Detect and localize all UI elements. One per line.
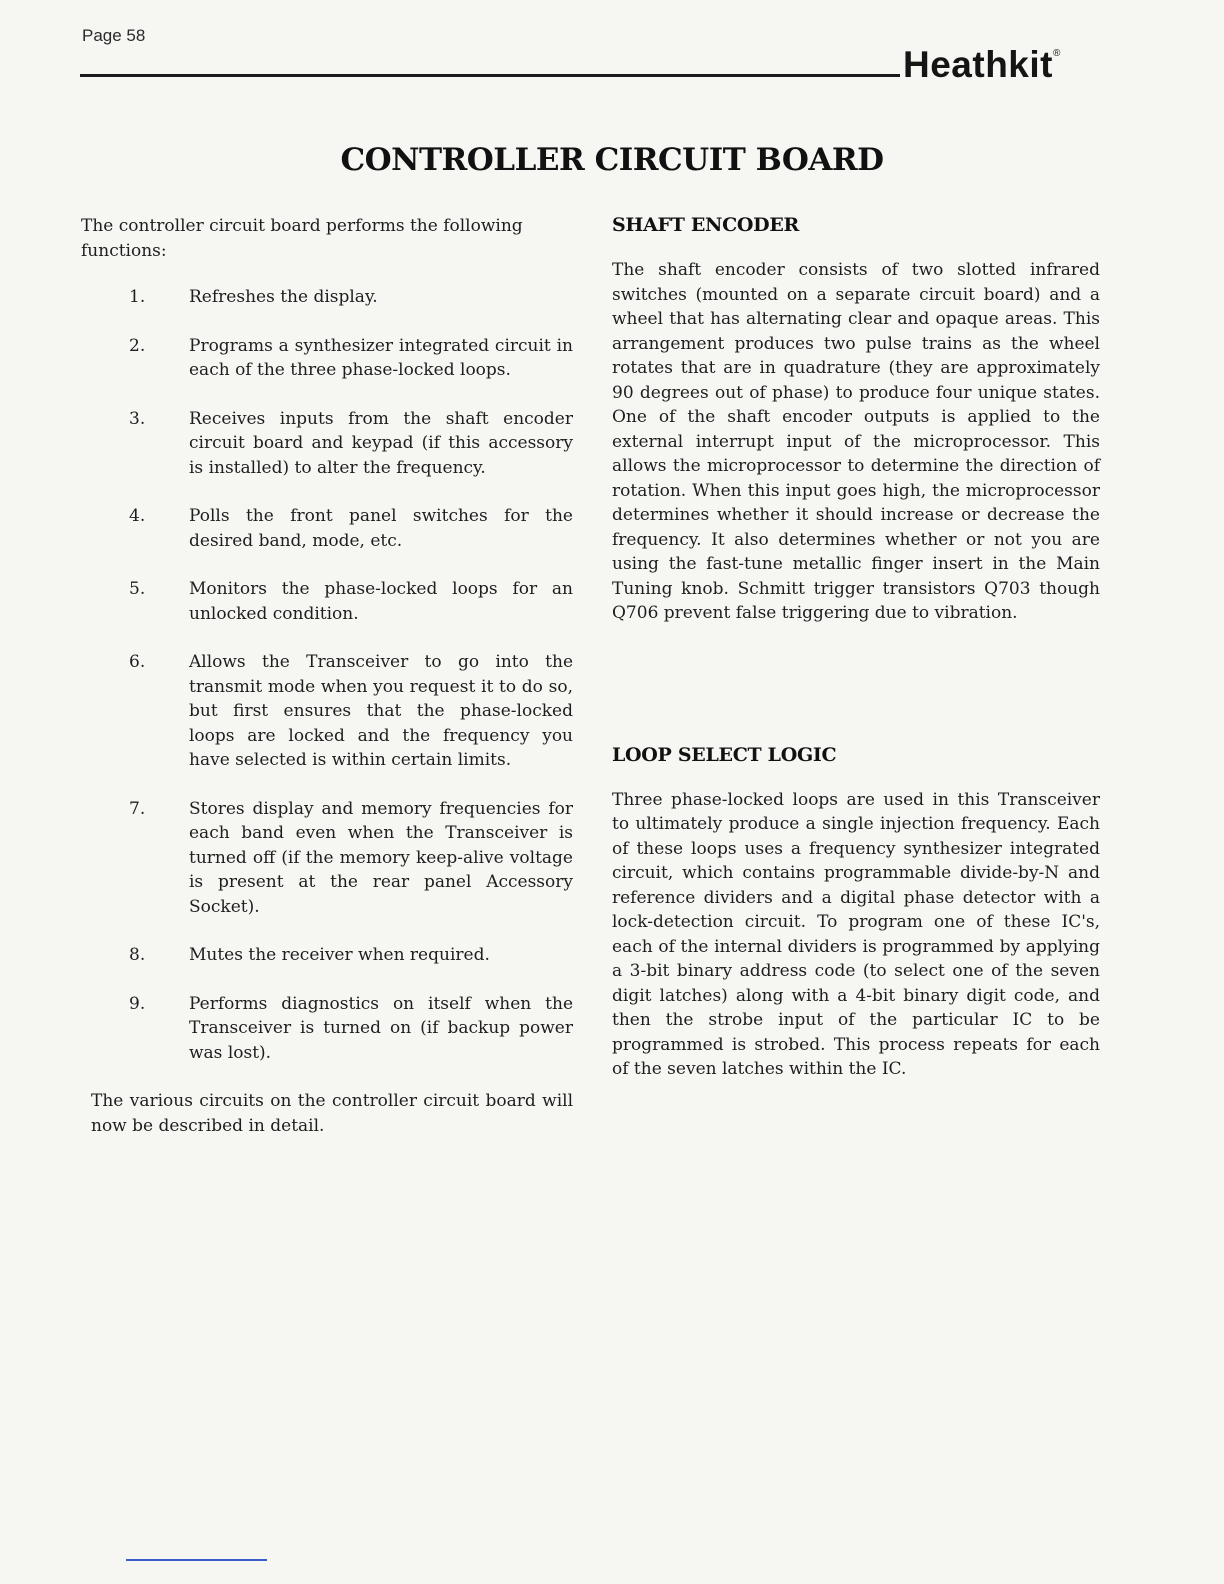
list-item-text: Programs a synthesizer integrated circuit in each of the three phase-locked loops. (189, 335, 573, 380)
list-item (81, 504, 573, 553)
list-item-number: 5. (129, 579, 146, 599)
list-item (81, 797, 573, 920)
list-item-text: Stores display and memory frequencies for each band even when the Transceiver is turned off (if the memory keep-alive voltage is present at the rear panel Accessory Socket). (189, 798, 573, 917)
list-item (81, 943, 573, 968)
list-item-number: 1. (129, 287, 146, 307)
list-item (81, 334, 573, 383)
page-number: Page 58 (82, 26, 146, 45)
list-item (81, 407, 573, 481)
section-heading-loop-select-logic: LOOP SELECT LOGIC (612, 743, 837, 766)
section-body-shaft-encoder: The shaft encoder consists of two slotted infrared switches (mounted on a separate circuit board) and a wheel that has alternating clear and opaque areas. This arrangement produces two pulse trains as the wheel rotates that are in quadrature (they are approximately 90 degrees out of phase) to produce four unique states. One of the shaft encoder outputs is applied to the external interrupt input of the microprocessor. This allows the microprocessor to determine the direction of rotation. When this input goes high, the microprocessor determines whether it should increase or decrease the frequency. It also determines whether or not you are using the fast-tune metallic finger insert in the Main Tuning knob. Schmitt trigger transistors Q703 though Q706 prevent false triggering due to vibration. (612, 260, 1100, 623)
list-item (81, 577, 573, 626)
list-item-number: 8. (129, 945, 146, 965)
section-heading-shaft-encoder: SHAFT ENCODER (612, 214, 800, 236)
page-title: CONTROLLER CIRCUIT BOARD (340, 142, 884, 178)
brand-logo (903, 44, 1061, 86)
list-item-number: 3. (129, 408, 146, 429)
registered-mark: ® (1052, 48, 1061, 59)
list-item-text: Performs diagnostics on itself when the Transceiver is turned on (if backup power was lost). (189, 993, 573, 1063)
section-body-loop-select-logic: Three phase-locked loops are used in this Transceiver to ultimately produce a single injection frequency. Each of these loops uses a frequency synthesizer integrated circuit, which contains programmable divide-by-N and reference dividers and a digital phase detector with a lock-detection circuit. To program one of these IC's, each of the internal dividers is programmed by applying a 3-bit binary address code (to select one of the seven digit latches) along with a 4-bit binary digit code, and then the strobe input of the particular IC to be programmed is strobed. This process repeats for each of the seven latches within the IC. (612, 789, 1100, 1079)
list-item-number: 9. (129, 993, 146, 1014)
brand-name: Heathkit (903, 44, 1053, 85)
list-item-number: 6. (129, 652, 146, 672)
list-item-number: 2. (129, 335, 146, 356)
list-item-text: Mutes the receiver when required. (189, 945, 490, 965)
list-item-text: Allows the Transceiver to go into the transmit mode when you request it to do so, but first ensures that the phase-locked loops are locked and the frequency you have selected is within certain limits. (189, 652, 573, 770)
list-item (81, 650, 573, 773)
list-item-text: Refreshes the display. (189, 287, 378, 307)
footnote-rule (126, 1559, 267, 1561)
list-item (81, 285, 573, 310)
list-item-number: 4. (129, 506, 146, 526)
list-item-number: 7. (129, 798, 146, 819)
intro-paragraph: The controller circuit board performs the following functions: (81, 216, 523, 261)
right-column (612, 214, 1100, 1082)
list-item-text: Monitors the phase-locked loops for an unlocked condition. (189, 579, 573, 624)
list-item-text: Polls the front panel switches for the desired band, mode, etc. (189, 506, 573, 551)
header-rule (80, 74, 900, 77)
list-item (81, 992, 573, 1066)
closing-paragraph: The various circuits on the controller circuit board will now be described in detail. (91, 1091, 573, 1136)
left-column (81, 214, 573, 1138)
list-item-text: Receives inputs from the shaft encoder circuit board and keypad (if this accessory is installed) to alter the frequency. (189, 408, 573, 478)
